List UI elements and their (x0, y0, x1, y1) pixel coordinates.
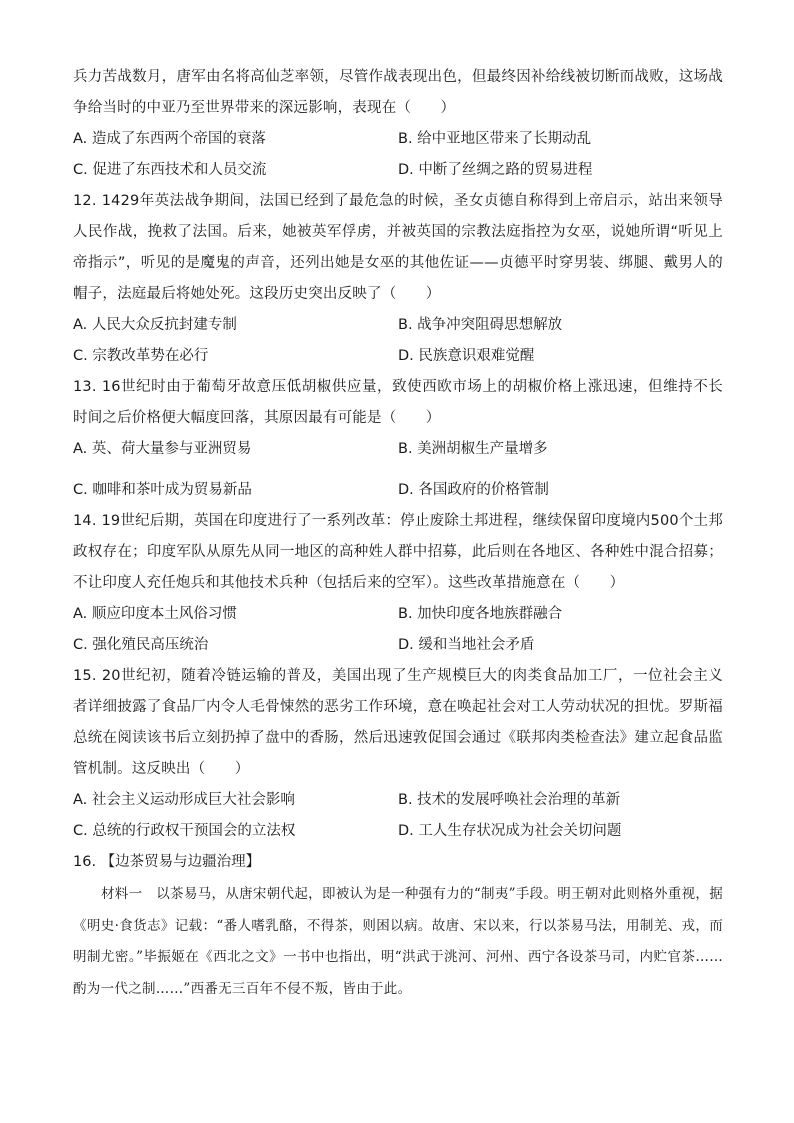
option-d: D. 中断了丝绸之路的贸易进程 (398, 162, 593, 178)
option-c: C. 宗教改革势在必行 (73, 348, 209, 364)
option-d: D. 民族意识艰难觉醒 (398, 348, 535, 364)
option-b: B. 加快印度各地族群融合 (398, 606, 563, 622)
option-b: B. 技术的发展呼唤社会治理的革新 (398, 792, 621, 808)
option-b: B. 给中亚地区带来了长期动乱 (398, 131, 592, 147)
option-d: D. 工人生存状况成为社会关切问题 (398, 823, 622, 839)
question-11 (73, 62, 723, 186)
question-12 (73, 186, 723, 372)
question-16 (73, 847, 723, 1005)
option-c: C. 促进了东西技术和人员交流 (73, 162, 267, 178)
option-a: A. 顺应印度本土风俗习惯 (73, 606, 237, 622)
option-list (73, 785, 723, 847)
option-list (73, 434, 723, 506)
question-stem: 兵力苦战数月，唐军由名将高仙芝率领，尽管作战表现出色，但最终因补给线被切断而战败，这场战争给当时的中亚乃至世界带来的深远影响，表现在（ ） (73, 69, 723, 116)
option-a: A. 英、荷大量参与亚洲贸易 (73, 441, 252, 457)
option-d: D. 各国政府的价格管制 (398, 482, 549, 498)
material-one: 材料一 以茶易马，从唐宋朝代起，即被认为是一种强有力的“制夷”手段。明王朝对此则格外重视，据《明史·食货志》记载：“番人嗜乳酪，不得茶，则困以病。故唐、宋以来，行以茶易马法，用制羌、戎，而明制尤密。”毕振姬在《西北之文》一书中也指出，明“洪武于洮河、河州、西宁各设茶马司，内贮官茶……酌为一代之制……”西番无三百年不侵不叛，皆由于此。 (73, 886, 723, 997)
option-a: A. 社会主义运动形成巨大社会影响 (73, 792, 295, 808)
option-list (73, 310, 723, 372)
option-list (73, 599, 723, 661)
question-stem: 14. 19世纪后期，英国在印度进行了一系列改革：停止废除土邦进程，继续保留印度境内500个土邦政权存在；印度军队从原先从同一地区的高种姓人群中招募，此后则在各地区、各种姓中混合招募；不让印度人充任炮兵和其他技术兵种（包括后来的空军）。这些改革措施意在（ ） (73, 513, 723, 591)
question-stem: 12. 1429年英法战争期间，法国已经到了最危急的时候，圣女贞德自称得到上帝启示，站出来领导人民作战，挽救了法国。后来，她被英军俘虏，并被英国的宗教法庭指控为女巫，说她所谓“听见上帝指示”，听见的是魔鬼的声音，还列出她是女巫的其他佐证——贞德平时穿男装、绑腿、戴男人的帽子，法庭最后将她处死。这段历史突出反映了（ ） (73, 193, 723, 302)
question-stem: 13. 16世纪时由于葡萄牙故意压低胡椒供应量，致使西欧市场上的胡椒价格上涨迅速，但维持不长时间之后价格便大幅度回落，其原因最有可能是（ ） (73, 379, 723, 426)
option-c: C. 强化殖民高压统治 (73, 637, 209, 653)
option-list (73, 124, 723, 186)
option-b: B. 战争冲突阻碍思想解放 (398, 317, 563, 333)
question-15 (73, 661, 723, 847)
exam-page (73, 62, 723, 1005)
option-a: A. 人民大众反抗封建专制 (73, 317, 237, 333)
question-stem: 15. 20世纪初，随着冷链运输的普及，美国出现了生产规模巨大的肉类食品加工厂，一位社会主义者详细披露了食品厂内令人毛骨悚然的恶劣工作环境，意在唤起社会对工人劳动状况的担忧。罗斯福总统在阅读该书后立刻扔掉了盘中的香肠，然后迅速敦促国会通过《联邦肉类检查法》建立起食品监管机制。这反映出（ ） (73, 668, 723, 777)
option-a: A. 造成了东西两个帝国的衰落 (73, 131, 266, 147)
question-13 (73, 372, 723, 506)
option-d: D. 缓和当地社会矛盾 (398, 637, 535, 653)
option-c: C. 咖啡和茶叶成为贸易新品 (73, 482, 252, 498)
question-heading: 16. 【边茶贸易与边疆治理】 (73, 854, 261, 870)
option-c: C. 总统的行政权干预国会的立法权 (73, 823, 296, 839)
option-b: B. 美洲胡椒生产量增多 (398, 441, 548, 457)
question-14 (73, 506, 723, 661)
